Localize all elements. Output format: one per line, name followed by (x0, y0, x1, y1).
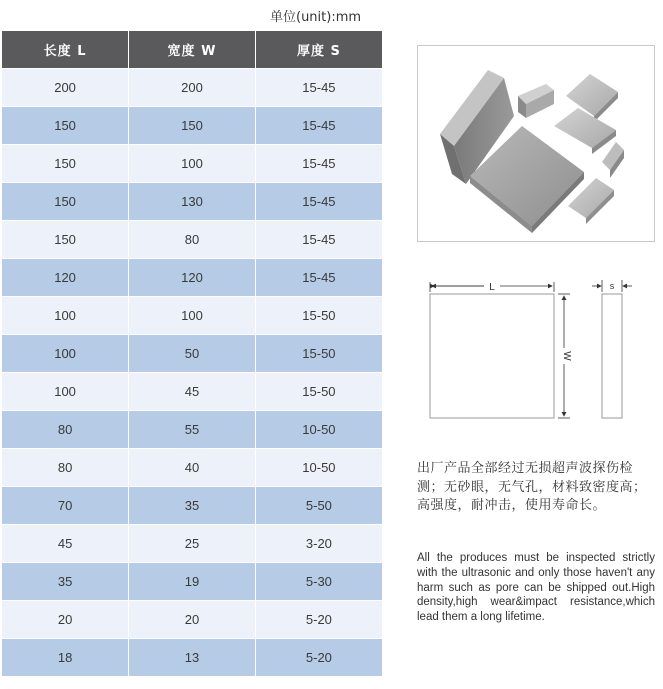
cell-length: 100 (2, 297, 129, 335)
table-row (2, 563, 382, 601)
cell-length: 150 (2, 183, 129, 221)
cell-thickness: 15-45 (255, 107, 382, 145)
table-row (2, 487, 382, 525)
cell-thickness: 15-50 (255, 335, 382, 373)
table-row (2, 221, 382, 259)
dimension-diagram (424, 274, 646, 424)
cell-thickness: 15-45 (255, 183, 382, 221)
cell-length: 70 (2, 487, 129, 525)
cell-thickness: 15-45 (255, 259, 382, 297)
cell-width: 35 (129, 487, 256, 525)
width-label: W (561, 351, 572, 361)
table-header-row (2, 31, 382, 69)
table-row (2, 297, 382, 335)
cell-thickness: 15-45 (255, 221, 382, 259)
cell-thickness: 15-45 (255, 145, 382, 183)
cell-thickness: 5-20 (255, 601, 382, 639)
header-thickness: 厚度 S (255, 31, 382, 69)
cell-width: 100 (129, 297, 256, 335)
thickness-label: s (609, 281, 615, 291)
cell-thickness: 15-50 (255, 297, 382, 335)
header-length: 长度 L (2, 31, 129, 69)
cell-length: 150 (2, 145, 129, 183)
cell-width: 50 (129, 335, 256, 373)
cell-width: 20 (129, 601, 256, 639)
header-width: 宽度 W (129, 31, 256, 69)
table-body (2, 69, 382, 677)
cell-length: 80 (2, 411, 129, 449)
table-row (2, 69, 382, 107)
length-label: L (489, 282, 495, 293)
table-row (2, 183, 382, 221)
cell-length: 200 (2, 69, 129, 107)
cell-width: 55 (129, 411, 256, 449)
cell-length: 150 (2, 107, 129, 145)
side-view-rect (602, 294, 622, 418)
cell-length: 150 (2, 221, 129, 259)
description-chinese: 出厂产品全部经过无损超声波探伤检测；无砂眼，无气孔，材料致密度高；高强度，耐冲击，使用寿命长。 (417, 461, 647, 513)
table-row (2, 107, 382, 145)
cell-width: 25 (129, 525, 256, 563)
carbide-plates-image (418, 46, 654, 241)
product-photo (417, 45, 655, 242)
cell-length: 18 (2, 639, 129, 677)
table-row (2, 335, 382, 373)
cell-width: 40 (129, 449, 256, 487)
cell-thickness: 15-50 (255, 373, 382, 411)
cell-width: 120 (129, 259, 256, 297)
cell-width: 13 (129, 639, 256, 677)
cell-thickness: 3-20 (255, 525, 382, 563)
cell-length: 80 (2, 449, 129, 487)
unit-label: 单位(unit):mm (270, 10, 362, 25)
cell-length: 35 (2, 563, 129, 601)
cell-length: 120 (2, 259, 129, 297)
cell-length: 20 (2, 601, 129, 639)
table-row (2, 145, 382, 183)
description-english: All the produces must be inspected strictly with the ultrasonic and only those haven't any harm such as pore can be shipped out.High density,high wear&impact resistance,which lead them a long lifetime. (417, 552, 655, 624)
cell-thickness: 10-50 (255, 449, 382, 487)
cell-width: 45 (129, 373, 256, 411)
table-row (2, 411, 382, 449)
cell-width: 80 (129, 221, 256, 259)
cell-length: 100 (2, 373, 129, 411)
cell-width: 200 (129, 69, 256, 107)
cell-thickness: 15-45 (255, 69, 382, 107)
cell-thickness: 5-50 (255, 487, 382, 525)
cell-thickness: 5-30 (255, 563, 382, 601)
table-row (2, 373, 382, 411)
cell-width: 150 (129, 107, 256, 145)
table-row (2, 525, 382, 563)
cell-width: 100 (129, 145, 256, 183)
front-view-rect (430, 294, 554, 418)
cell-thickness: 10-50 (255, 411, 382, 449)
cell-thickness: 5-20 (255, 639, 382, 677)
table-row (2, 259, 382, 297)
table-row (2, 449, 382, 487)
cell-width: 130 (129, 183, 256, 221)
size-spec-table (2, 31, 382, 676)
table-row (2, 601, 382, 639)
cell-length: 100 (2, 335, 129, 373)
cell-width: 19 (129, 563, 256, 601)
cell-length: 45 (2, 525, 129, 563)
table-row (2, 639, 382, 677)
